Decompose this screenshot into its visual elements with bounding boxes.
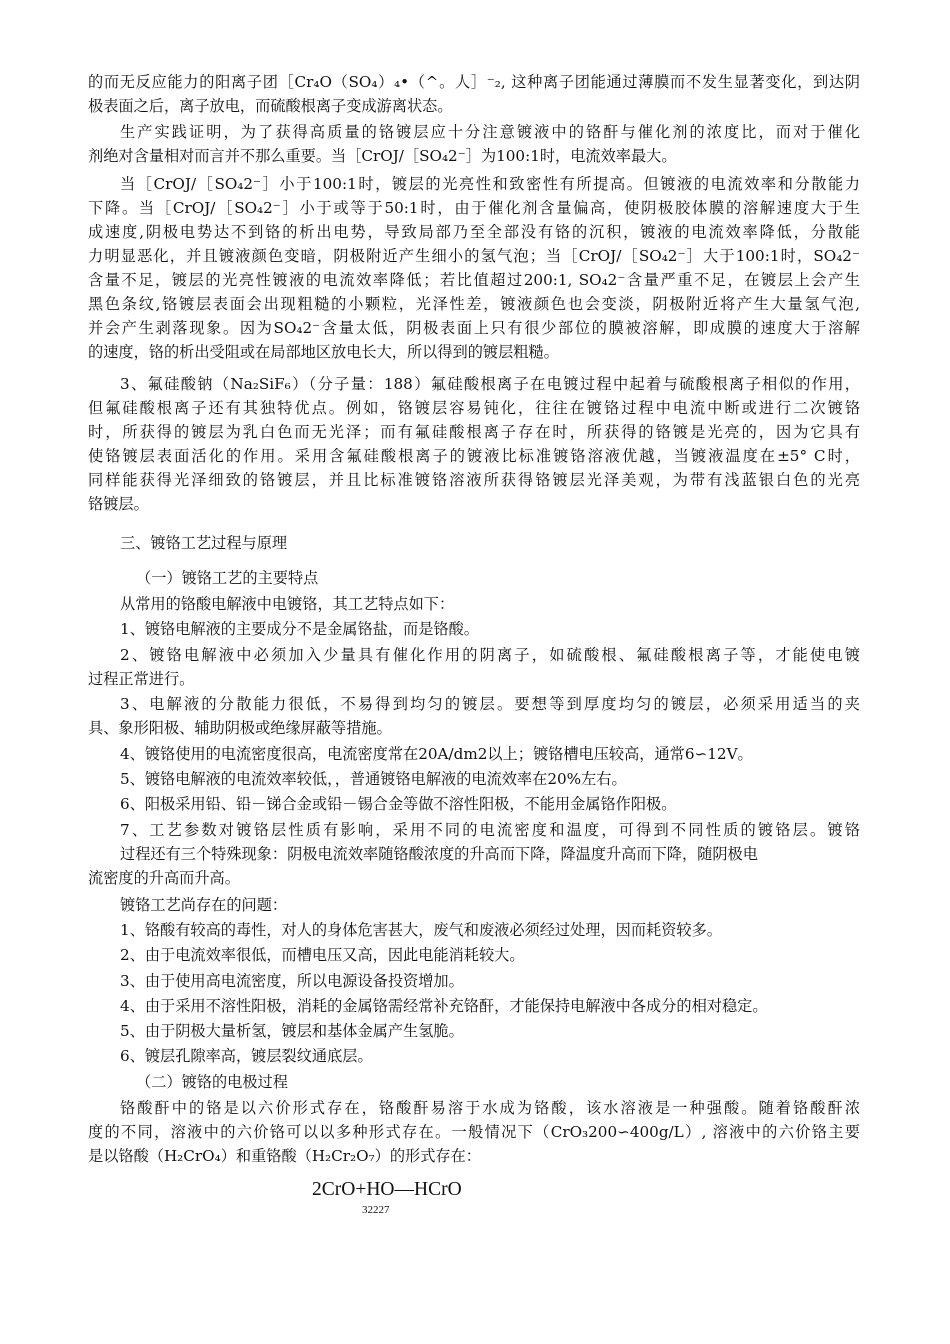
text-line: 度的不同，溶液中的六价铬可以以多种形式存在。一般情况下（CrO₃200∽400g/L）, 溶液中的六价铬主要 xyxy=(88,1123,860,1141)
paragraph xyxy=(88,566,860,590)
text-line: 6、阳极采用铅、铅－锑合金或铅－锡合金等做不溶性阳极，不能用金属铬作阳极。 xyxy=(120,795,677,813)
text-line: 但氟硅酸根离子还有其独特优点。例如，铬镀层容易钝化，往往在镀铬过程中电流中断或进行二次镀铬 xyxy=(88,399,860,417)
text-line: 6、镀层孔隙率高，镀层裂纹通底层。 xyxy=(120,1047,373,1065)
text-line: 过程还有三个特殊现象：阴极电流效率随铬酸浓度的升高而下降，降温度升高而下降，随阴极电 xyxy=(120,845,758,863)
text-line: 3、氟硅酸钠（Na₂SiF₆）（分子量：188）氟硅酸根离子在电镀过程中起着与硫酸根离子相似的作用， xyxy=(120,375,860,393)
text-line: 1、铬酸有较高的毒性，对人的身体危害甚大，废气和废液必须经过处理，因而耗资较多。 xyxy=(120,921,722,939)
equation-subscripts: 32227 xyxy=(362,1204,390,1216)
text-line: 具、象形阳极、辅助阴极或绝缘屏蔽等措施。 xyxy=(88,719,392,737)
text-line: 从常用的铬酸电解液中电镀铬，其工艺特点如下： xyxy=(120,595,455,613)
paragraph xyxy=(88,818,860,890)
text-line: 下降。当［CrOJ/［SO₄2⁻］小于或等于50:1时，由于催化剂含量偏高，使阴极胶体膜的溶解速度大于生 xyxy=(88,199,860,217)
paragraph xyxy=(88,767,860,791)
text-line: （二）镀铬的电极过程 xyxy=(136,1073,288,1091)
text-line: 2、由于电流效率很低，而槽电压又高，因此电能消耗较大。 xyxy=(120,946,525,964)
paragraph xyxy=(88,918,860,942)
text-line: 时，所获得的镀层为乳白色而无光泽；而有氟硅酸根离子存在时，所获得的铬镀是光亮的，因为它具有 xyxy=(88,423,860,441)
text-line: 的速度，铬的析出受阻或在局部地区放电长大，所以得到的镀层粗糙。 xyxy=(88,343,559,361)
text-line: 成速度,阴极电势达不到铬的析出电势，导致局部乃至全部没有铬的沉积，镀液的电流效率降低，分散能 xyxy=(88,223,860,241)
text-line: 过程正常进行。 xyxy=(88,670,195,688)
paragraph xyxy=(88,1070,860,1094)
text-line: 是以铬酸（H₂CrO₄）和重铬酸（H₂Cr₂O₇）的形式存在： xyxy=(88,1147,481,1165)
text-line: 同样能获得光泽细致的铬镀层，并且比标准镀铬溶液所获得铬镀层光泽美观，为带有浅蓝银白色的光亮 xyxy=(88,471,860,489)
paragraph xyxy=(88,969,860,993)
paragraph xyxy=(88,531,860,555)
text-line: 的而无反应能力的阳离子团［Cr₄O（SO₄）₄•（^。人］⁻₂, 这种离子团能通过薄膜而不发生显著变化，到达阴 xyxy=(88,73,860,91)
text-line: 1、镀铬电解液的主要成分不是金属铬盐，而是铬酸。 xyxy=(120,620,479,638)
text-line: 三、镀铬工艺过程与原理 xyxy=(120,534,288,552)
text-line: 5、镀铬电解液的电流效率较低，，普通镀铬电解液的电流效率在20%左右。 xyxy=(120,770,627,788)
text-line: 当［CrOJ/［SO₄2⁻］小于100:1时，镀层的光亮性和致密性有所提高。但镀液的电流效率和分散能力 xyxy=(120,175,860,193)
paragraph xyxy=(88,1096,860,1168)
text-line: 3、电解液的分散能力很低，不易得到均匀的镀层。要想等到厚度均匀的镀层，必须采用适当的夹 xyxy=(120,695,860,713)
paragraph xyxy=(88,617,860,641)
paragraph xyxy=(88,792,860,816)
paragraph xyxy=(88,372,860,516)
text-line: 极表面之后，离子放电，而硫酸根离子变成游离状态。 xyxy=(88,97,453,115)
paragraph xyxy=(88,692,860,740)
text-line: 5、由于阴极大量析氢，镀层和基体金属产生氢脆。 xyxy=(120,1022,464,1040)
text-line: 含量不足，镀层的光亮性镀液的电流效率降低；若比值超过200:1, SO₄2⁻含量严重不足，在镀层上会产生 xyxy=(88,271,860,289)
paragraph xyxy=(88,1019,860,1043)
paragraph xyxy=(88,120,860,168)
paragraph xyxy=(88,592,860,616)
text-line: 力明显恶化，并且镀液颜色变暗，阴极附近产生细小的氢气泡；当［CrOJ/［SO₄2⁻］大于100:1时，SO₄2⁻ xyxy=(88,247,860,265)
paragraph xyxy=(88,893,860,917)
text-line: （一）镀铬工艺的主要特点 xyxy=(136,569,319,587)
text-line: 铬镀层。 xyxy=(88,495,149,513)
text-line: 镀铬工艺尚存在的问题： xyxy=(120,896,288,914)
paragraph xyxy=(88,994,860,1018)
paragraph xyxy=(88,742,860,766)
text-line: 铬酸酐中的铬是以六价形式存在，铬酸酐易溶于水成为铬酸，该水溶液是一种强酸。随着铬酸酐浓 xyxy=(120,1099,860,1117)
text-line: 黑色条纹,铬镀层表面会出现粗糙的小颗粒，光泽性差，镀液颜色也会变淡，阴极附近将产生大量氢气泡, xyxy=(88,295,860,313)
text-line: 7、工艺参数对镀铬层性质有影响，采用不同的电流密度和温度，可得到不同性质的镀铬层。镀铬 xyxy=(120,821,860,839)
text-line: 流密度的升高而升高。 xyxy=(88,869,240,887)
equation-chromic-acid: 2CrO+HO—HCrO xyxy=(312,1179,462,1200)
text-line: 2、镀铬电解液中必须加入少量具有催化作用的阴离子，如硫酸根、氟硅酸根离子等，才能使电镀 xyxy=(120,646,860,664)
text-line: 使铬镀层表面活化的作用。采用含氟硅酸根离子的镀液比标准镀铬溶液优越，当镀液温度在±5° C时， xyxy=(88,447,860,465)
paragraph xyxy=(88,172,860,364)
text-line: 3、由于使用高电流密度，所以电源设备投资增加。 xyxy=(120,972,464,990)
text-line: 生产实践证明，为了获得高质量的铬镀层应十分注意镀液中的铬酐与催化剂的浓度比，而对于催化 xyxy=(120,123,860,141)
text-line: 并会产生剥落现象。因为SO₄2⁻含量太低，阴极表面上只有很少部位的膜被溶解，即成膜的速度大于溶解 xyxy=(88,319,860,337)
paragraph xyxy=(88,70,860,118)
text-line: 4、镀铬使用的电流密度很高，电流密度常在20A/dm2以上；镀铬槽电压较高，通常6∽12V。 xyxy=(120,745,753,763)
text-line: 剂绝对含量相对而言并不那么重要。当［CrOJ/［SO₄2⁻］为100:1时，电流效率最大。 xyxy=(88,147,677,165)
paragraph xyxy=(88,1044,860,1068)
text-line: 4、由于采用不溶性阳极，消耗的金属铬需经常补充铬酐，才能保持电解液中各成分的相对稳定。 xyxy=(120,997,768,1015)
paragraph xyxy=(88,643,860,691)
paragraph xyxy=(88,943,860,967)
